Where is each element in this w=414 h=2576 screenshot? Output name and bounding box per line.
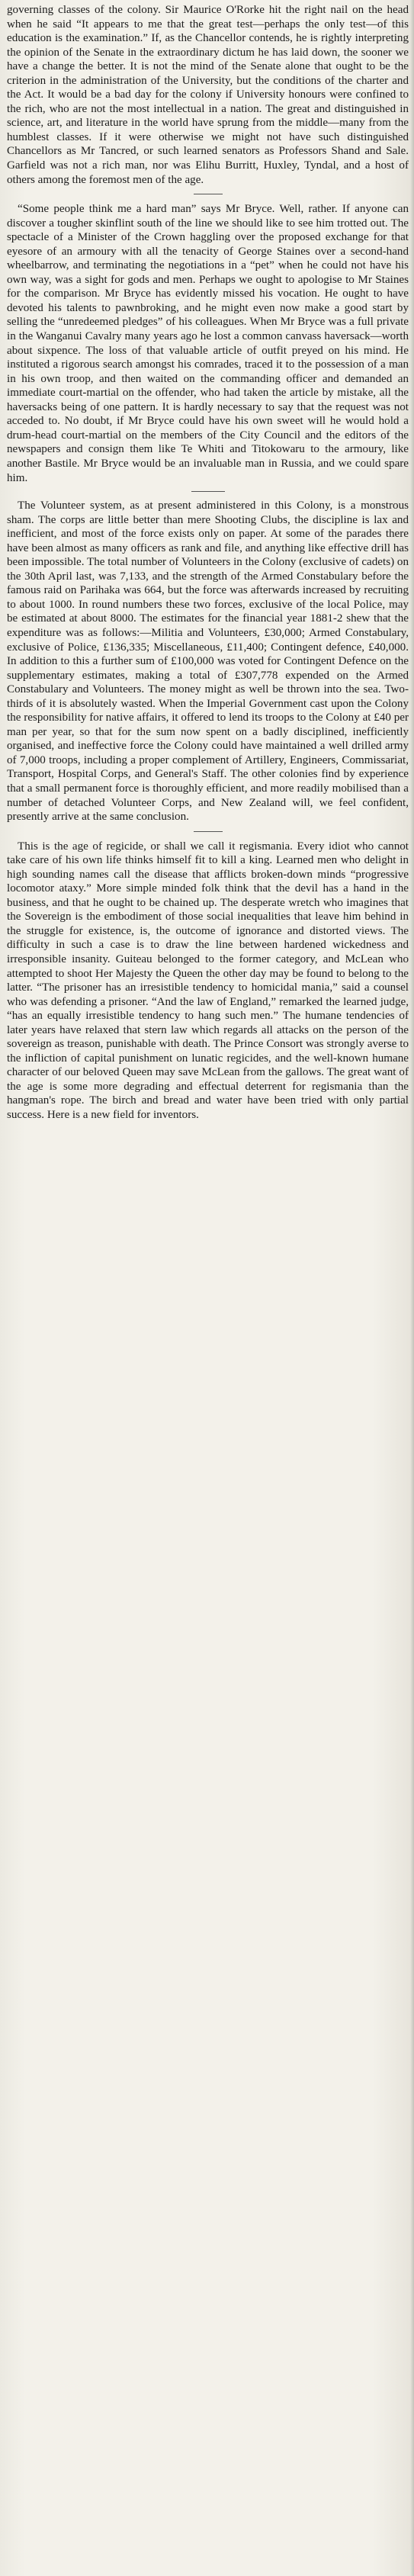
paragraph-university-senate: governing classes of the colony. Sir Maurice O'Rorke hit the right nail on the head when he said “It appears to me that the great test—perhaps the only test—of this education is the examination.” If, as the Chancellor contends, he is rightly interpreting the opinion of the Senate in the extraordinary dictum he has laid down, the sooner we have a change the better. It is not the mind of the Senate alone that ought to be the criterion in the administration of the University, but the conditions of the charter and the Act. It would be a bad day for the colony if University honours were confined to the rich, who are not the most intellectual in a nation. The great and distinguished in science, art, and literature in the world have sprung from the middle—many from the humblest classes. If it were otherwise we might not have such distinguished Chancellors as Mr Tancred, or such learned senators as Professors Shand and Sale. Garfield was not a rich man, nor was Elihu Burritt, Huxley, Tyndal, and a host of others among the foremost men of the age.	[7, 4, 409, 186]
paragraph-mr-bryce: “Some people think me a hard man” says Mr Bryce. Well, rather. If anyone can discover a tougher skinflint south of the line we should like to see him trotted out. The spectacle of a Minister of the Crown haggling over the proposed exchange for that eyesore of an armoury with all the tenacity of George Staines over a second-hand wheelbarrow, and terminating the negotiations in a “pet” when he could not have his own way, was a sight for gods and men. Perhaps we ought to apologise to Mr Staines for the comparison. Mr Bryce has evidently missed his vocation. He ought to have devoted his talents to pawnbroking, and he might even now make a good start by selling the “unredeemed pledges” of his colleagues. When Mr Bryce was a full private in the Wanganui Cavalry many years ago he lost a common canvass haversack—worth about sixpence. The loss of that valuable article of outfit preyed on his mind. He instituted a rigorous search amongst his comrades, traced it to the possession of a man in his own troop, and then waited on the commanding officer and demanded an immediate court-martial on the offender, who had taken the article by mistake, all the haversacks being of one pattern. It is hardly necessary to say that the request was not acceded to. No doubt, if Mr Bryce could have his own sweet will he would hold a drum-head court-martial on the members of the City Council and the editors of the newspapers and consign them like Te Whiti and Titokowaru to the armoury, like another Bastile. Mr Bryce would be an invaluable man in Russia, and we could spare him.	[7, 203, 409, 484]
column-rule	[194, 831, 223, 832]
paragraph-volunteer-system: The Volunteer system, as at present administered in this Colony, is a monstrous sham. The corps are little better than mere Shooting Clubs, the discipline is lax and inefficient, and most of the force exists only on paper. At some of the parades there have been almost as many officers as rank and file, and anything like effective drill has been impossible. The total number of Volunteers in the Colony (exclusive of cadets) on the 30th April last, was 7,133, and the strength of the Armed Constabulary before the famous raid on Parihaka was 664, but the force was afterwards increased by recruiting to about 1000. In round numbers these two forces, exclusive of the local Police, may be estimated at about 8000. The estimates for the financial year 1881-2 shew that the expenditure was as follows:—Militia and Volunteers, £30,000; Armed Constabulary, exclusive of Police, £136,335; Miscellaneous, £11,400; Contingent defence, £40,000. In addition to this a further sum of £100,000 was voted for Contingent Defence on the supplementary estimates, making a total of £307,778 expended on the Armed Constabulary and Volunteers. The money might as well be thrown into the sea. Two-thirds of it is absolutely wasted. When the Imperial Government cast upon the Colony the responsibility for native affairs, it offered to lend its troops to the Colony at £40 per man per year, so that for the sum now spent on a badly disciplined, inefficiently organised, and ineffective force the Colony could have maintained a well drilled army of 7,000 troops, including a proper complement of Artillery, Engineers, Commissariat, Transport, Hospital Corps, and General's Staff. The other colonies find by experience that a small permanent force is thoroughly efficient, and more readily mobilised than a number of detached Volunteer Corps, and New Zealand will, we feel confident, presently arrive at the same conclusion.	[7, 499, 409, 824]
page-edge-shadow	[410, 0, 414, 2576]
column-rule	[191, 491, 225, 492]
paragraph-regicide: This is the age of regicide, or shall we call it regismania. Every idiot who cannot take care of his own life thinks himself fit to kill a king. Learned men who delight in high sounding names call the disease that afflicts broken-down minds “progressive locomotor ataxy.” More simple minded folk think that the devil has a hand in the business, and that he ought to be chained up. The desperate wretch who imagines that the Sovereign is the embodiment of those social inequalities that leave him behind in the struggle for existence, is, the outcome of ignorance and distorted views. The difficulty in such a case is to draw the line between hardened wickedness and irresponsible insanity. Guiteau belonged to the former category, and McLean who attempted to shoot Her Majesty the Queen the other day may be found to belong to the latter. “The prisoner has an irresistible tendency to homicidal mania,” said a counsel who was defending a prisoner. “And the law of England,” remarked the learned judge, “has an equally irresistible tendency to hang such men.” The humane tendencies of later years have relaxed that stern law which regards all attacks on the person of the sovereign as treason, punishable with death. The Prince Consort was strongly averse to the infliction of capital punishment on lunatic regicides, and the well-known humane character of our beloved Queen may save McLean from the gallows. The great want of the age is some more degrading and effectual deterrent for regismania than the hangman's rope. The birch and bread and water have been tried with only partial success. Here is a new field for inventors.	[7, 840, 409, 1122]
